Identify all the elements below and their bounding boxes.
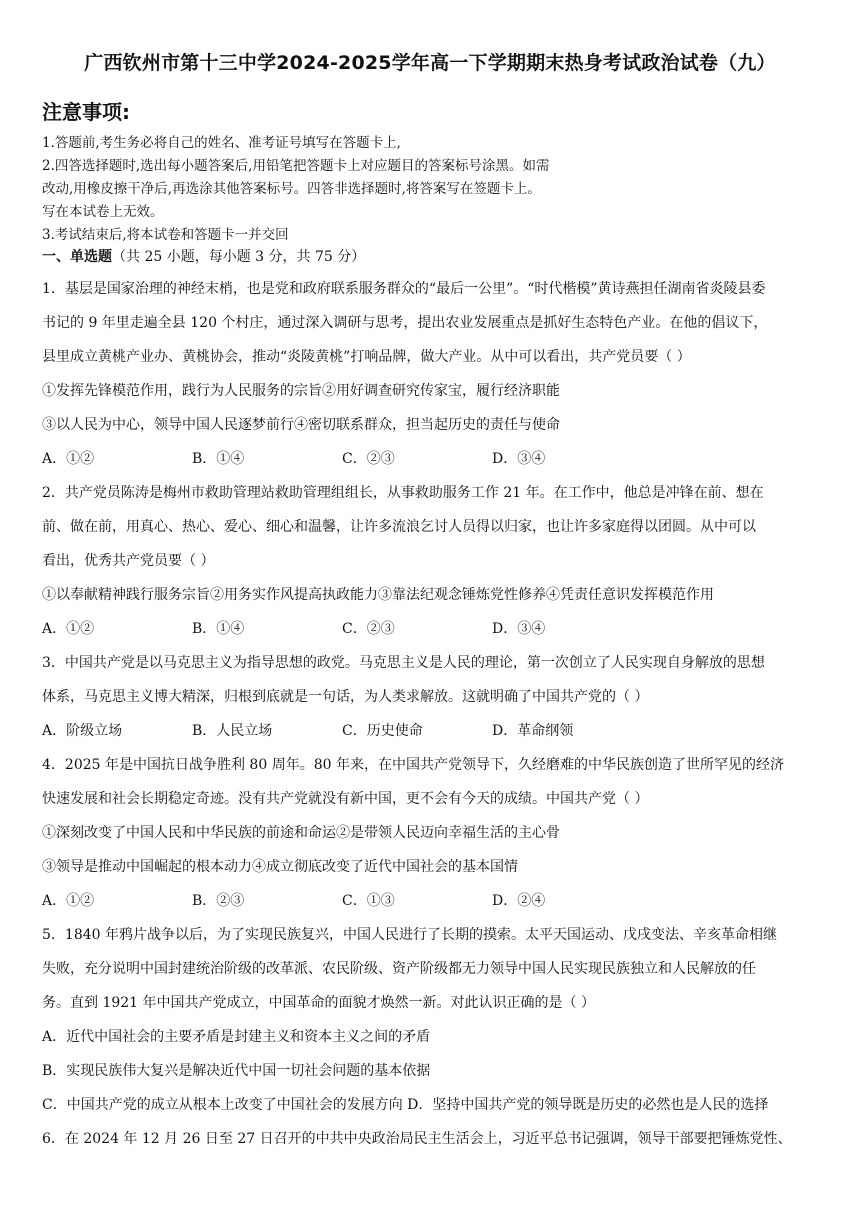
question-text-line: 务。直到 1921 年中国共产党成立，中国革命的面貌才焕然一新。对此认识正确的是（ ） [42, 995, 595, 1011]
choice-a: A．①② [42, 451, 95, 467]
question-option-line: ①发挥先锋模范作用，践行为人民服务的宗旨②用好调查研究传家宝，履行经济职能 [42, 383, 560, 399]
question-5 [42, 918, 820, 1122]
answer-choices [42, 884, 820, 918]
choice-c: C．历史使命 [342, 723, 423, 739]
question-text-line: 5．1840 年鸦片战争以后，为了实现民族复兴，中国人民进行了长期的摸索。太平天国运动、戊戌变法、辛亥革命相继 [42, 927, 777, 943]
choice-b: B．①④ [192, 451, 245, 467]
question-4 [42, 748, 820, 918]
choice-a: A．①② [42, 893, 95, 909]
notice-line: 1.答题前,考生务必将自己的姓名、准考证号填写在答题卡上, [42, 135, 401, 151]
question-option-line: ①深刻改变了中国人民和中华民族的前途和命运②是带领人民迈向幸福生活的主心骨 [42, 825, 560, 841]
question-text-line: 失败，充分说明中国封建统治阶级的改革派、农民阶级、资产阶级都无力领导中国人民实现民族独立和人民解放的任 [42, 961, 756, 977]
notice-line: 3.考试结束后,将本试卷和答题卡一并交回 [42, 227, 289, 243]
question-option-line: ①以奉献精神践行服务宗旨②用务实作风提高执政能力③靠法纪观念锤炼党性修养④凭责任意识发挥模范作用 [42, 587, 714, 603]
question-text-line: 6．在 2024 年 12 月 26 日至 27 日召开的中共中央政治局民主生活会上，习近平总书记强调，领导干部要把锤炼党性、 [42, 1131, 792, 1147]
question-text-line: 前、做在前，用真心、热心、爱心、细心和温馨，让许多流浪乞讨人员得以归家，也让许多家庭得以团圆。从中可以 [42, 519, 756, 535]
question-text-line: 书记的 9 年里走遍全县 120 个村庄，通过深入调研与思考，提出农业发展重点是抓好生态特色产业。在他的倡议下， [42, 315, 768, 331]
choice-d: D．③④ [492, 621, 546, 637]
notice-heading: 注意事项: [42, 100, 130, 124]
choice-c: C．②③ [342, 451, 395, 467]
section-label: 一、单选题 [42, 249, 112, 265]
section-heading [42, 247, 365, 267]
section-info: （共 25 小题，每小题 3 分，共 75 分） [112, 249, 366, 265]
question-option-line: ③领导是推动中国崛起的根本动力④成立彻底改变了近代中国社会的基本国情 [42, 859, 518, 875]
question-text-line: 3．中国共产党是以马克思主义为指导思想的政党。马克思主义是人民的理论，第一次创立了人民实现自身解放的思想 [42, 655, 765, 671]
answer-choices [42, 442, 820, 476]
question-6 [42, 1122, 820, 1156]
choice-b: B．人民立场 [192, 723, 273, 739]
choice-d: D．革命纲领 [492, 723, 574, 739]
question-text-line: 县里成立黄桃产业办、黄桃协会，推动“炎陵黄桃”打响品牌，做大产业。从中可以看出，共产党员要（ ） [42, 349, 691, 365]
choice-c-d: C．中国共产党的成立从根本上改变了中国社会的发展方向 D．坚持中国共产党的领导既是历史的必然也是人民的选择 [42, 1097, 769, 1113]
notice-line: 改动,用橡皮擦干净后,再选涂其他答案标号。四答非选择题时,将答案写在签题卡上。 [42, 181, 541, 197]
choice-d: D．②④ [492, 893, 546, 909]
choice-a: A．阶级立场 [42, 723, 123, 739]
exam-title: 广西钦州市第十三中学2024-2025学年高一下学期期末热身考试政治试卷（九） [84, 52, 776, 74]
notice-block [42, 132, 832, 247]
choice-a: A．近代中国社会的主要矛盾是封建主义和资本主义之间的矛盾 [42, 1029, 431, 1045]
question-3 [42, 646, 820, 748]
answer-choices [42, 714, 820, 748]
choice-c: C．②③ [342, 621, 395, 637]
notice-line: 写在本试卷上无效。 [42, 204, 164, 220]
answer-choices [42, 612, 820, 646]
choice-a: A．①② [42, 621, 95, 637]
question-option-line: ③以人民为中心，领导中国人民逐梦前行④密切联系群众，担当起历史的责任与使命 [42, 417, 560, 433]
question-text-line: 2．共产党员陈涛是梅州市救助管理站救助管理组组长，从事救助服务工作 21 年。在工作中，他总是冲锋在前、想在 [42, 485, 764, 501]
question-text-line: 1．基层是国家治理的神经末梢，也是党和政府联系服务群众的“最后一公里”。“时代楷模”黄诗燕担任湖南省炎陵县委 [42, 281, 766, 297]
question-text-line: 体系，马克思主义博大精深，归根到底就是一句话，为人类求解放。这就明确了中国共产党的（ ） [42, 689, 649, 705]
choice-d: D．③④ [492, 451, 546, 467]
question-text-line: 4．2025 年是中国抗日战争胜利 80 周年。80 年来，在中国共产党领导下，久经磨难的中华民族创造了世所罕见的经济 [42, 757, 784, 773]
question-list [42, 272, 820, 1156]
question-2 [42, 476, 820, 646]
choice-b: B．实现民族伟大复兴是解决近代中国一切社会问题的基本依据 [42, 1063, 431, 1079]
choice-b: B．①④ [192, 621, 245, 637]
notice-line: 2.四答选择题时,选出每小题答案后,用铅笔把答题卡上对应题目的答案标号涂黑。如需 [42, 158, 550, 174]
choice-c: C．①③ [342, 893, 395, 909]
question-text-line: 看出，优秀共产党员要（ ） [42, 553, 215, 569]
choice-b: B．②③ [192, 893, 245, 909]
question-text-line: 快速发展和社会长期稳定奇迹。没有共产党就没有新中国，更不会有今天的成绩。中国共产党（ ） [42, 791, 649, 807]
question-1 [42, 272, 820, 476]
